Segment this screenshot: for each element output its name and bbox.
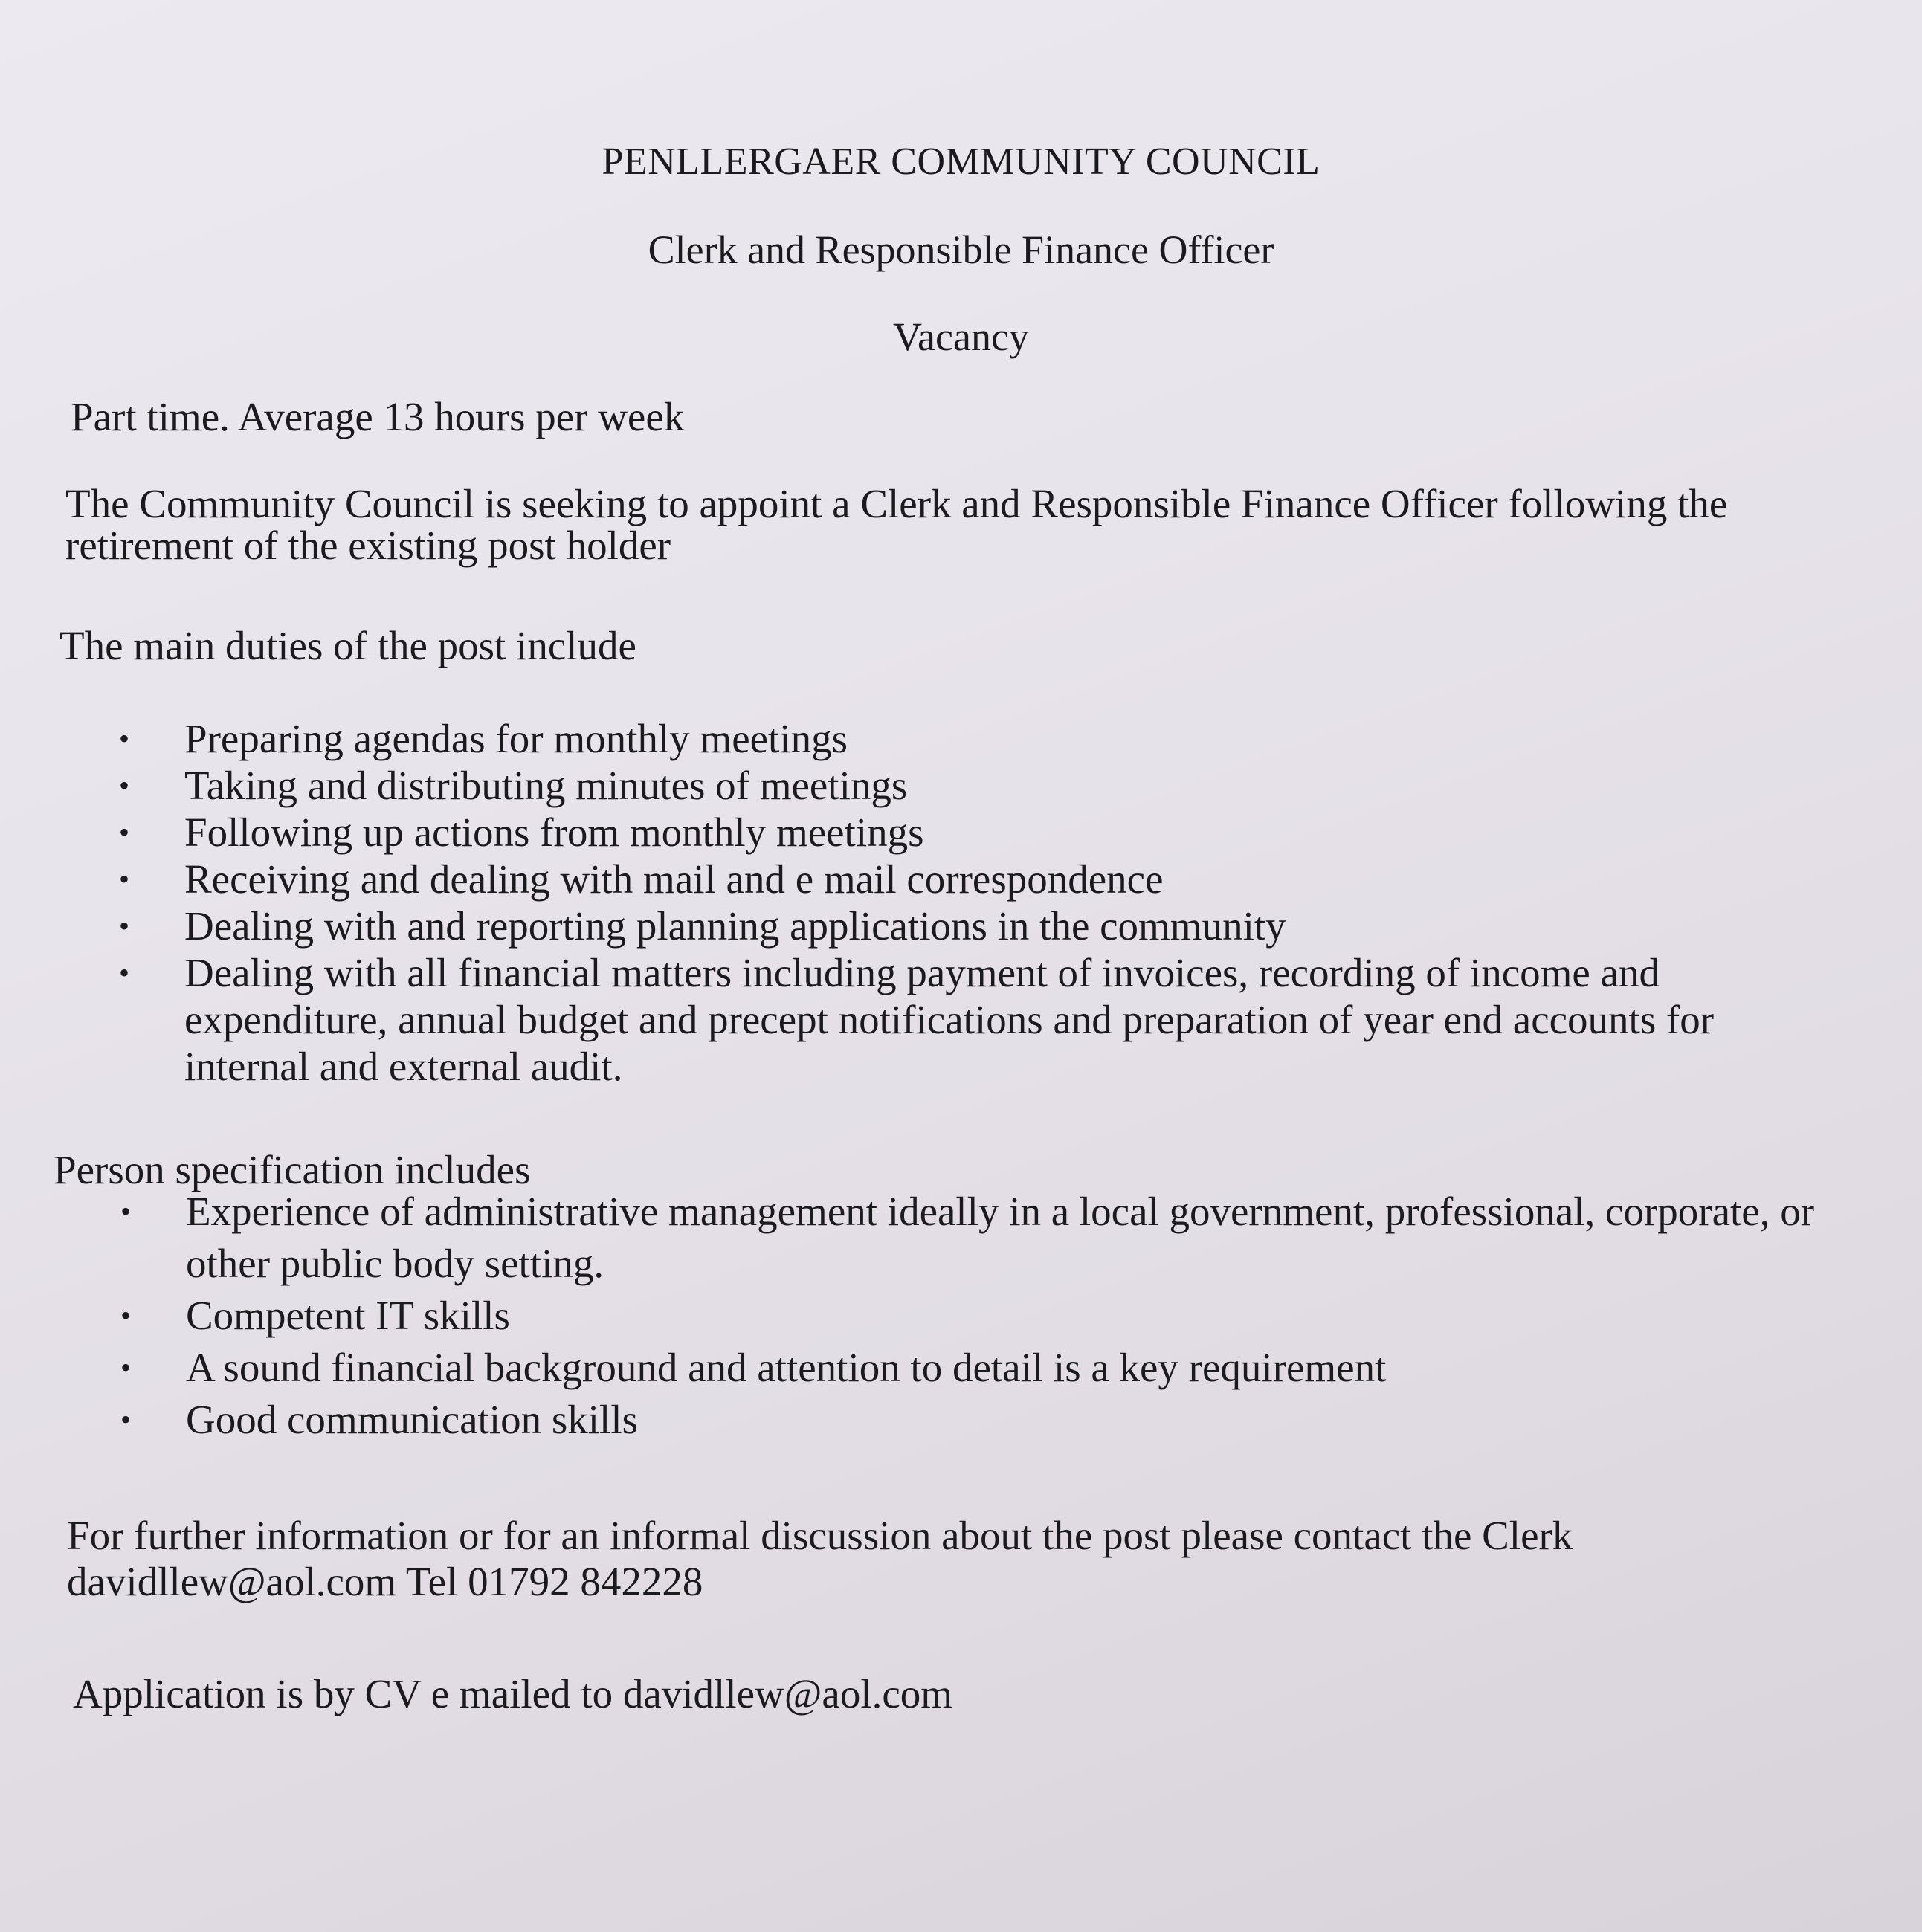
- person-spec-heading: Person specification includes: [54, 1147, 531, 1192]
- spec-text: A sound financial background and attention to detail is a key requirement: [186, 1345, 1387, 1390]
- organisation-title: PENLLERGAER COMMUNITY COUNCIL: [602, 140, 1320, 183]
- bullet-icon: •: [119, 815, 130, 849]
- duties-heading: The main duties of the post include: [59, 623, 636, 668]
- bullet-icon: •: [120, 1351, 132, 1384]
- bullet-icon: •: [119, 909, 130, 943]
- intro-paragraph: The Community Council is seeking to appoint a Clerk and Responsible Finance Officer following the retirement of the existing post holder: [65, 481, 1728, 568]
- list-item: [120, 1186, 1845, 1290]
- hours-line: Part time. Average 13 hours per week: [71, 394, 685, 439]
- list-item: [120, 1394, 1845, 1446]
- spec-text: Competent IT skills: [186, 1293, 510, 1338]
- bullet-icon: •: [119, 862, 130, 896]
- list-item: [120, 1342, 1845, 1394]
- bullet-icon: •: [120, 1195, 132, 1228]
- spec-text: Good communication skills: [186, 1397, 639, 1442]
- duty-text: Following up actions from monthly meetings: [184, 810, 924, 855]
- bullet-icon: •: [119, 722, 130, 755]
- list-item: [119, 809, 1792, 856]
- contact-line: For further information or for an informal discussion about the post please contact the Clerk: [67, 1513, 1573, 1558]
- duty-text: Receiving and dealing with mail and e mail correspondence: [184, 856, 1164, 902]
- duty-text: Taking and distributing minutes of meetings: [184, 763, 908, 808]
- duties-list: [119, 715, 1792, 1090]
- list-item: [119, 902, 1792, 949]
- contact-block: [67, 1513, 1851, 1605]
- bullet-icon: •: [120, 1299, 132, 1332]
- bullet-icon: •: [119, 769, 130, 802]
- list-item: [119, 856, 1792, 902]
- duty-text: Dealing with and reporting planning applications in the community: [184, 903, 1286, 949]
- bullet-icon: •: [119, 956, 130, 989]
- vacancy-title: Vacancy: [893, 314, 1029, 359]
- duty-text: Preparing agendas for monthly meetings: [184, 716, 848, 761]
- application-line: Application is by CV e mailed to davidllew@aol.com: [73, 1671, 953, 1716]
- role-title: Clerk and Responsible Finance Officer: [648, 227, 1274, 272]
- bullet-icon: •: [120, 1403, 132, 1436]
- list-item: [119, 715, 1792, 762]
- list-item: [119, 762, 1792, 809]
- person-spec-list: [120, 1186, 1845, 1446]
- contact-email-phone: davidllew@aol.com Tel 01792 842228: [67, 1559, 703, 1604]
- duty-text: Dealing with all financial matters including payment of invoices, recording of income and expenditure, annual budget and precept notifications and preparation of year end accounts for internal and external audit.: [184, 950, 1715, 1089]
- spec-text: Experience of administrative management ideally in a local government, professional, corporate, or other public body setting.: [186, 1189, 1815, 1286]
- list-item: [120, 1290, 1845, 1342]
- list-item: [119, 949, 1792, 1090]
